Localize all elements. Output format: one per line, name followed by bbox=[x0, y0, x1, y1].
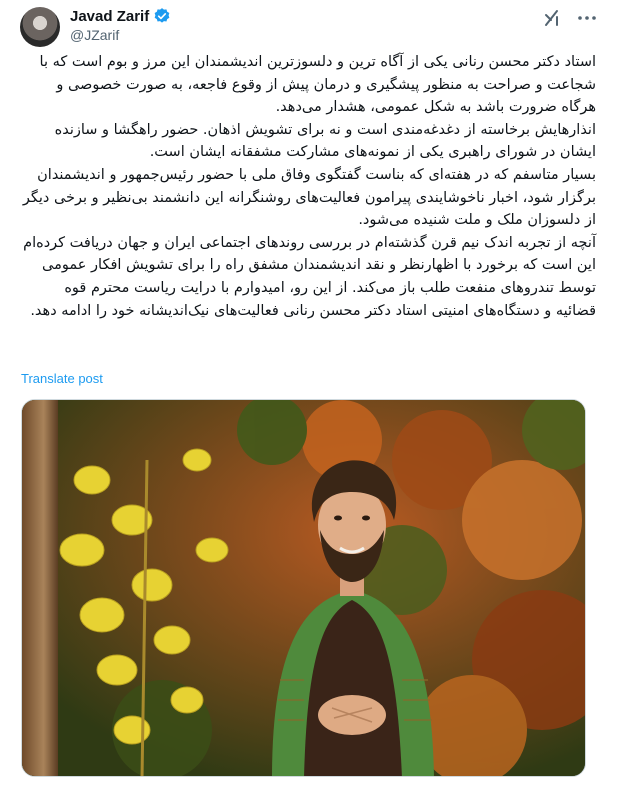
portrait-photo bbox=[22, 400, 586, 777]
verified-badge-icon[interactable] bbox=[153, 7, 171, 25]
post-text bbox=[20, 51, 596, 322]
post-paragraph: انذارهایش برخاسته از دغدغه‌مندی است و نه برای تشویش اذهان. حضور راهگشا و سازنده ایشان در شورای راهبری یکی از نمونه‌های مشارکت مشفقانه ایشان است. bbox=[54, 121, 596, 161]
grok-icon[interactable] bbox=[542, 8, 562, 28]
post-paragraph: استاد دکتر محسن رنانی یکی از آگاه ترین و دلسوزترین اندیشمندان این مرز و بوم است که با شجاعت و صراحت به منظور پیشگیری و درمان پیش از وقوع فاجعه، به صورت خصوصی و هرگاه ضرورت باشد به شکل عمومی، هشدار می‌دهد. bbox=[39, 54, 596, 116]
author-name-row bbox=[70, 7, 171, 25]
post-header bbox=[20, 6, 598, 46]
author-name[interactable]: Javad Zarif bbox=[70, 7, 150, 25]
more-options-icon[interactable] bbox=[576, 8, 598, 28]
post-paragraph: بسیار متاسفم که در هفته‌ای که بناست گفتگوی وفاق ملی با حضور رئیس‌جمهور و اندیشمندان برگزار شود، اخبار ناخوشایندی پیرامون فعالیت‌های روشنگرانه این دانشمند بی‌نظیر و برخی دیگر از دلسوزان ملک و ملت شنیده می‌شود. bbox=[22, 166, 596, 229]
avatar[interactable] bbox=[20, 7, 60, 47]
author-handle[interactable]: @JZarif bbox=[70, 27, 120, 43]
post-media-image[interactable] bbox=[21, 399, 586, 777]
translate-post-link[interactable]: Translate post bbox=[21, 371, 103, 386]
post-paragraph: آنچه از تجربه اندک نیم قرن گذشته‌ام در بررسی روندهای اجتماعی ایران و جهان دریافت کرده‌ام این است که برخورد با اظهارنظر و نقد اندیشمندان مشفق راه را برای تشویش افکار عمومی توسط تندروهای منفعت طلب باز می‌کند. از این رو، امیدوارم با درایت ریاست محترم قوه قضائیه و دستگاه‌های امنیتی استاد دکتر محسن رنانی فعالیت‌های نیک‌اندیشانه خود را ادامه دهد. bbox=[23, 234, 596, 319]
